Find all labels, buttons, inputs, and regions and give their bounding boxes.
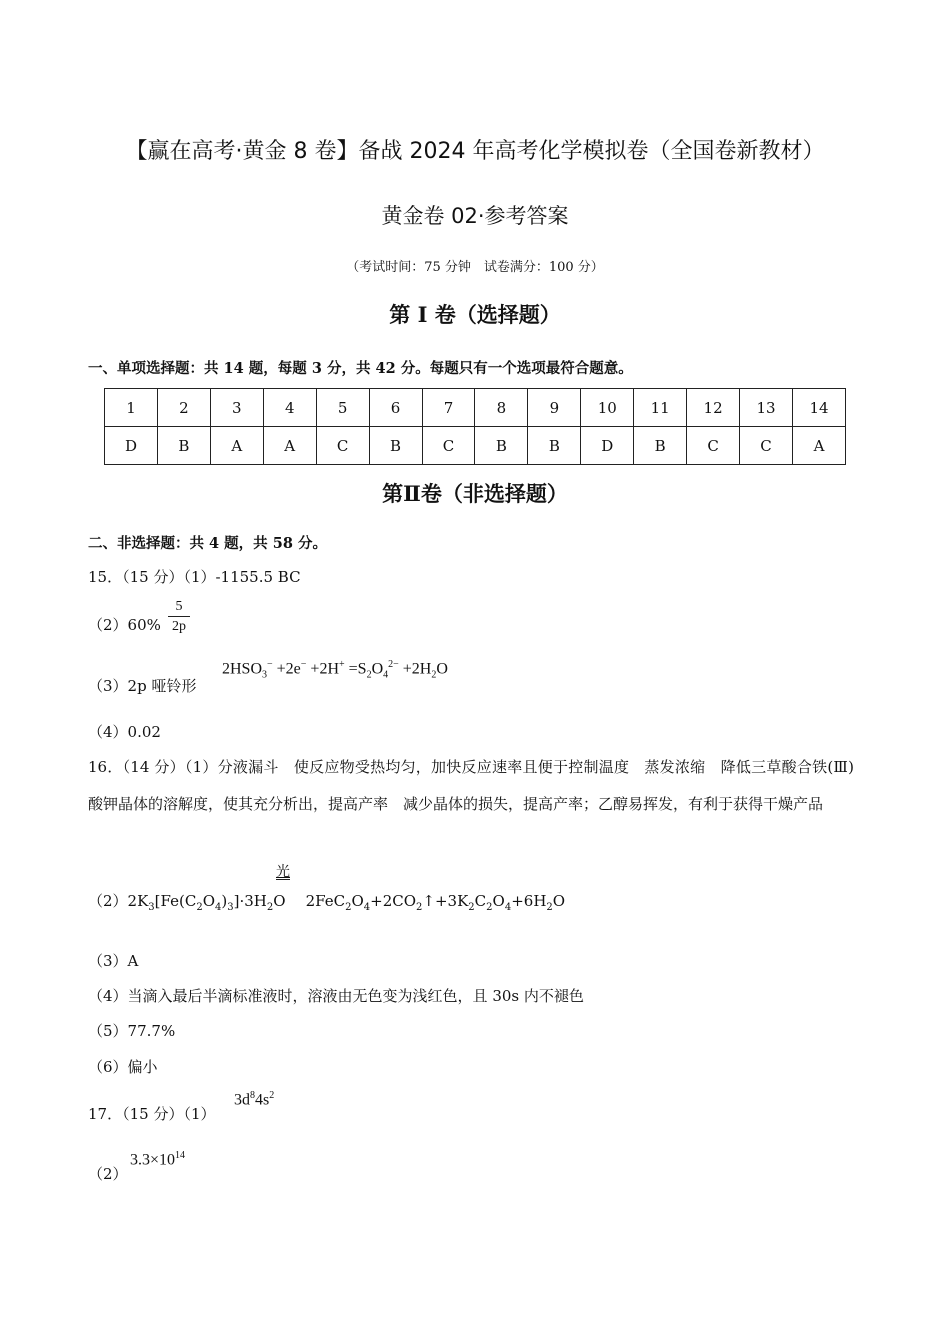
q16-part2-prefix: （2）2K xyxy=(88,892,149,910)
q16-part6: （6）偏小 xyxy=(88,1058,158,1076)
document-title: 【赢在高考·黄金 8 卷】备战 2024 年高考化学模拟卷（全国卷新教材） xyxy=(125,139,825,164)
question-number: 8 xyxy=(475,389,528,427)
answer-table xyxy=(104,388,846,465)
question-number: 6 xyxy=(369,389,422,427)
answer-cell: B xyxy=(369,427,422,465)
reaction-arrow-line xyxy=(276,879,290,880)
question-number: 5 xyxy=(316,389,369,427)
q15-fraction xyxy=(168,598,190,637)
answer-cell: A xyxy=(792,427,845,465)
question-number: 2 xyxy=(157,389,210,427)
answer-cell: B xyxy=(475,427,528,465)
part1-title: 第 I 卷（选择题） xyxy=(389,302,561,327)
question-number: 1 xyxy=(105,389,158,427)
q15-electrode-equation: $2HSO_3^- +2e^- +2H^+ =S_2O_4^{2-} +2H_2O$ xyxy=(222,659,448,681)
question-number: 9 xyxy=(528,389,581,427)
fraction-numerator: 5 xyxy=(168,598,190,617)
answer-cell: C xyxy=(687,427,740,465)
answer-cell: C xyxy=(740,427,793,465)
answer-cell: B xyxy=(157,427,210,465)
answer-cell: D xyxy=(581,427,634,465)
part1-instruction: 一、单项选择题：共 14 题，每题 3 分，共 42 分。每题只有一个选项最符合题意。 xyxy=(88,360,633,377)
q16-part4: （4）当滴入最后半滴标准液时，溶液由无色变为浅红色，且 30s 内不褪色 xyxy=(88,987,584,1005)
answer-cell: C xyxy=(316,427,369,465)
answer-cell: A xyxy=(263,427,316,465)
q17-part1: 17．（15 分）（1） xyxy=(88,1105,216,1123)
exam-info: （考试时间：75 分钟 试卷满分：100 分） xyxy=(346,260,604,275)
q16-part1: 16．（14 分）（1）分液漏斗 使反应物受热均匀，加快反应速率且便于控制温度 蒸发浓缩 降低三草酸合铁(Ⅲ)酸钾晶体的溶解度，使其充分析出，提高产率 减少晶体的损失，提高产率；乙醇易挥发，有利于获得干燥产品 xyxy=(88,758,854,813)
question-number: 7 xyxy=(422,389,475,427)
q16-part5: （5）77.7% xyxy=(88,1022,176,1040)
answer-cell: C xyxy=(422,427,475,465)
answer-cell: D xyxy=(105,427,158,465)
q15-part4: （4）0.02 xyxy=(88,723,161,741)
question-number: 14 xyxy=(792,389,845,427)
question-number: 11 xyxy=(634,389,687,427)
answer-cell: A xyxy=(210,427,263,465)
document-subtitle: 黄金卷 02·参考答案 xyxy=(381,204,569,228)
q17-value: $3.3\times 10^{14}$ xyxy=(130,1150,186,1169)
q15-part1: 15．（15 分）（1）-1155.5 BC xyxy=(88,568,301,586)
fraction-denominator: 2p xyxy=(172,619,186,634)
question-number: 12 xyxy=(687,389,740,427)
answer-table-answer-row xyxy=(105,427,846,465)
part2-title: 第Ⅱ卷（非选择题） xyxy=(382,481,568,506)
q16-part3: （3）A xyxy=(88,952,139,970)
answer-cell: B xyxy=(528,427,581,465)
q15-part3-prefix: （3）2p 哑铃形 xyxy=(88,677,197,695)
q15-part2-prefix: （2）60% xyxy=(88,616,161,634)
part2-instruction: 二、非选择题：共 4 题，共 58 分。 xyxy=(88,535,327,552)
light-condition: 光 xyxy=(276,864,290,880)
q16-part2: $(2)2K_3[Fe(C_2O_4)_3]\cdot 3H_2O$ $2FeC_2O_4+2CO_2↑+3K_2C_2O_4+6H_2O$ xyxy=(88,892,566,913)
question-number: 3 xyxy=(210,389,263,427)
question-number: 10 xyxy=(581,389,634,427)
question-number: 13 xyxy=(740,389,793,427)
answer-cell: B xyxy=(634,427,687,465)
q17-part2-prefix: （2） xyxy=(88,1165,128,1183)
answer-table-number-row xyxy=(105,389,846,427)
q17-electron-configuration: $3d^84s^2$ xyxy=(234,1090,275,1109)
question-number: 4 xyxy=(263,389,316,427)
